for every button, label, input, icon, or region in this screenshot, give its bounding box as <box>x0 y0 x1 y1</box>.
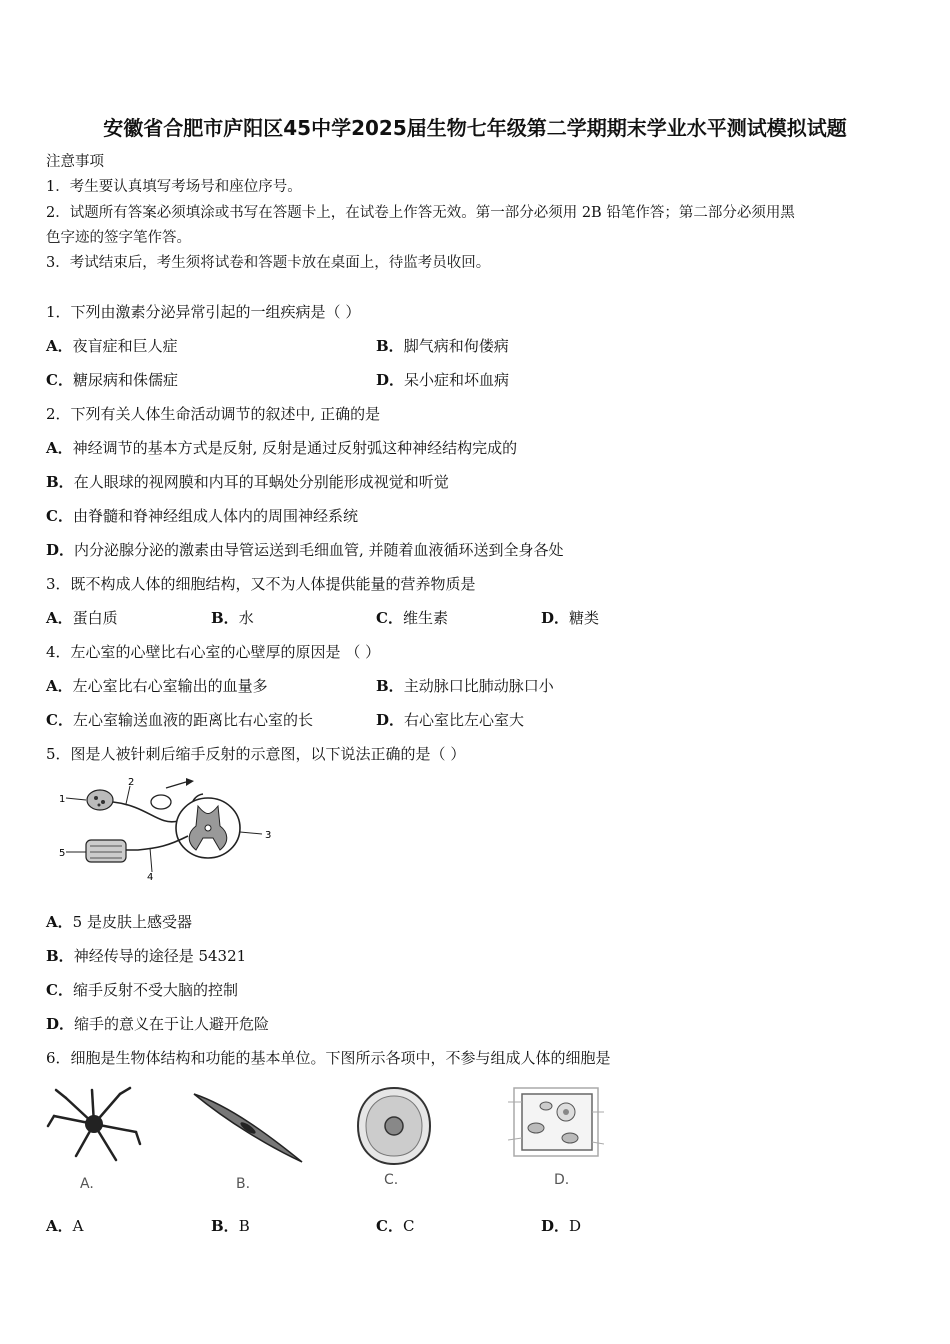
q3-option-b: B．水 <box>211 609 254 627</box>
q2-option-c: C．由脊髓和脊神经组成人体内的周围神经系统 <box>46 507 358 525</box>
q4-option-b: B．主动脉口比肺动脉口小 <box>376 677 554 695</box>
q4-option-c: C．左心室输送血液的距离比右心室的长 <box>46 711 313 729</box>
q4-option-d: D．右心室比左心室大 <box>376 711 525 729</box>
q1-option-a: A．夜盲症和巨人症 <box>46 337 178 355</box>
q6-option-c: C．C <box>376 1217 415 1235</box>
figure-caption-d: D. <box>554 1172 570 1188</box>
round-cell-figure <box>354 1084 434 1168</box>
figure-label-3: 3 <box>265 830 272 841</box>
q5-option-c: C．缩手反射不受大脑的控制 <box>46 981 238 999</box>
q5-option-a: A．5 是皮肤上感受器 <box>46 913 192 931</box>
question-2-stem: 2．下列有关人体生命活动调节的叙述中, 正确的是 <box>46 405 381 423</box>
q3-option-d: D．糖类 <box>541 609 600 627</box>
figure-caption-c: C. <box>384 1172 399 1188</box>
q1-option-c: C．糖尿病和侏儒症 <box>46 371 178 389</box>
notice-item: 色字迹的签字笔作答。 <box>46 230 191 246</box>
figure-label-5: 5 <box>59 848 66 859</box>
neuron-cell-figure <box>46 1086 142 1166</box>
question-6-stem: 6．细胞是生物体结构和功能的基本单位。下图所示各项中，不参与组成人体的细胞是 <box>46 1049 611 1067</box>
q1-option-b: B．脚气病和佝偻病 <box>376 337 509 355</box>
smooth-muscle-cell-figure <box>190 1086 306 1166</box>
notice-heading: 注意事项 <box>46 154 104 170</box>
notice-item: 3．考试结束后，考生须将试卷和答题卡放在桌面上，待监考员收回。 <box>46 255 491 271</box>
figure-label-4: 4 <box>147 872 154 882</box>
q2-option-d: D．内分泌腺分泌的激素由导管运送到毛细血管, 并随着血液循环送到全身各处 <box>46 541 564 559</box>
q2-option-b: B．在人眼球的视网膜和内耳的耳蜗处分别能形成视觉和听觉 <box>46 473 449 491</box>
figure-label-2: 2 <box>128 777 135 788</box>
q6-option-d: D．D <box>541 1217 582 1235</box>
q5-option-b: B．神经传导的途径是 54321 <box>46 947 247 965</box>
plant-cell-figure <box>508 1082 604 1162</box>
question-3-stem: 3．既不构成人体的细胞结构，又不为人体提供能量的营养物质是 <box>46 575 476 593</box>
notice-item: 2．试题所有答案必须填涂或书写在答题卡上，在试卷上作答无效。第一部分必须用 2B 铅笔作答；第二部分必须用黑 <box>46 205 795 221</box>
q6-option-a: A．A <box>46 1217 84 1235</box>
reflex-arc-figure <box>58 776 278 882</box>
question-5-stem: 5．图是人被针刺后缩手反射的示意图，以下说法正确的是（ ） <box>46 745 466 763</box>
figure-caption-a: A. <box>80 1176 94 1192</box>
q6-option-b: B．B <box>211 1217 250 1235</box>
notice-item: 1．考生要认真填写考场号和座位序号。 <box>46 179 302 195</box>
q4-option-a: A．左心室比右心室输出的血量多 <box>46 677 268 695</box>
q5-option-d: D．缩手的意义在于让人避开危险 <box>46 1015 270 1033</box>
page-title: 安徽省合肥市庐阳区45中学2025届生物七年级第二学期期末学业水平测试模拟试题 <box>103 116 847 140</box>
q3-option-a: A．蛋白质 <box>46 609 118 627</box>
question-1-stem: 1．下列由激素分泌异常引起的一组疾病是（ ） <box>46 303 361 321</box>
figure-label-1: 1 <box>59 794 66 805</box>
q2-option-a: A．神经调节的基本方式是反射, 反射是通过反射弧这种神经结构完成的 <box>46 439 518 457</box>
q3-option-c: C．维生素 <box>376 609 448 627</box>
question-4-stem: 4．左心室的心壁比右心室的心壁厚的原因是 （ ） <box>46 643 381 661</box>
figure-caption-b: B. <box>236 1176 251 1192</box>
q1-option-d: D．呆小症和坏血病 <box>376 371 510 389</box>
